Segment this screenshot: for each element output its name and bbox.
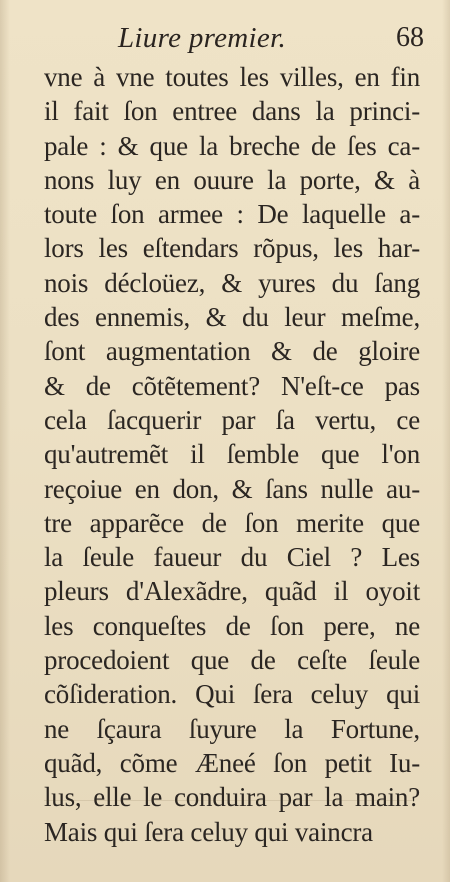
- text-line: qu'autremẽt il ſemble que l'on: [44, 439, 420, 470]
- text-line: lors les eſtendars rõpus, les har-: [44, 233, 420, 264]
- text-line: tre apparẽce de ſon merite que: [44, 507, 420, 538]
- text-line: quãd, cõme Æneé ſon petit Iu-: [44, 747, 420, 778]
- text-line: procedoient que de ceſte ſeule: [44, 645, 420, 676]
- text-line: la ſeule faueur du Ciel ? Les: [44, 542, 420, 573]
- text-line: lus, elle le conduira par la main?: [44, 782, 420, 813]
- text-block-underline: [44, 800, 414, 801]
- body-text: [44, 60, 420, 849]
- text-line: toute ſon armee : De laquelle a-: [44, 199, 420, 230]
- text-line: nons luy en ouure la porte, & à: [44, 164, 420, 195]
- text-line: cõſideration. Qui ſera celuy qui: [44, 679, 420, 710]
- text-line: cela ſacquerir par ſa vertu, ce: [44, 404, 420, 435]
- text-line: pleurs d'Alexãdre, quãd il oyoit: [44, 576, 420, 607]
- text-line: les conqueſtes de ſon pere, ne: [44, 610, 420, 641]
- text-line: & de cõtẽtement? N'eſt-ce pas: [44, 370, 420, 401]
- page-number: 68: [396, 22, 424, 53]
- text-line: reçoiue en don, & ſans nulle au-: [44, 473, 420, 504]
- text-line: ne ſçaura ſuyure la Fortune,: [44, 713, 420, 744]
- text-line: pale : & que la breche de ſes ca-: [44, 130, 420, 161]
- text-line: ſont augmentation & de gloire: [44, 336, 420, 367]
- text-line: des ennemis, & du leur meſme,: [44, 302, 420, 333]
- text-line: Mais qui ſera celuy qui vaincra: [44, 816, 373, 847]
- text-line: vne à vne toutes les villes, en fin: [44, 62, 420, 92]
- text-line: nois décloüez, & yures du ſang: [44, 267, 420, 298]
- running-head: Liure premier.: [118, 22, 286, 54]
- text-line: il fait ſon entree dans la princi-: [44, 96, 420, 127]
